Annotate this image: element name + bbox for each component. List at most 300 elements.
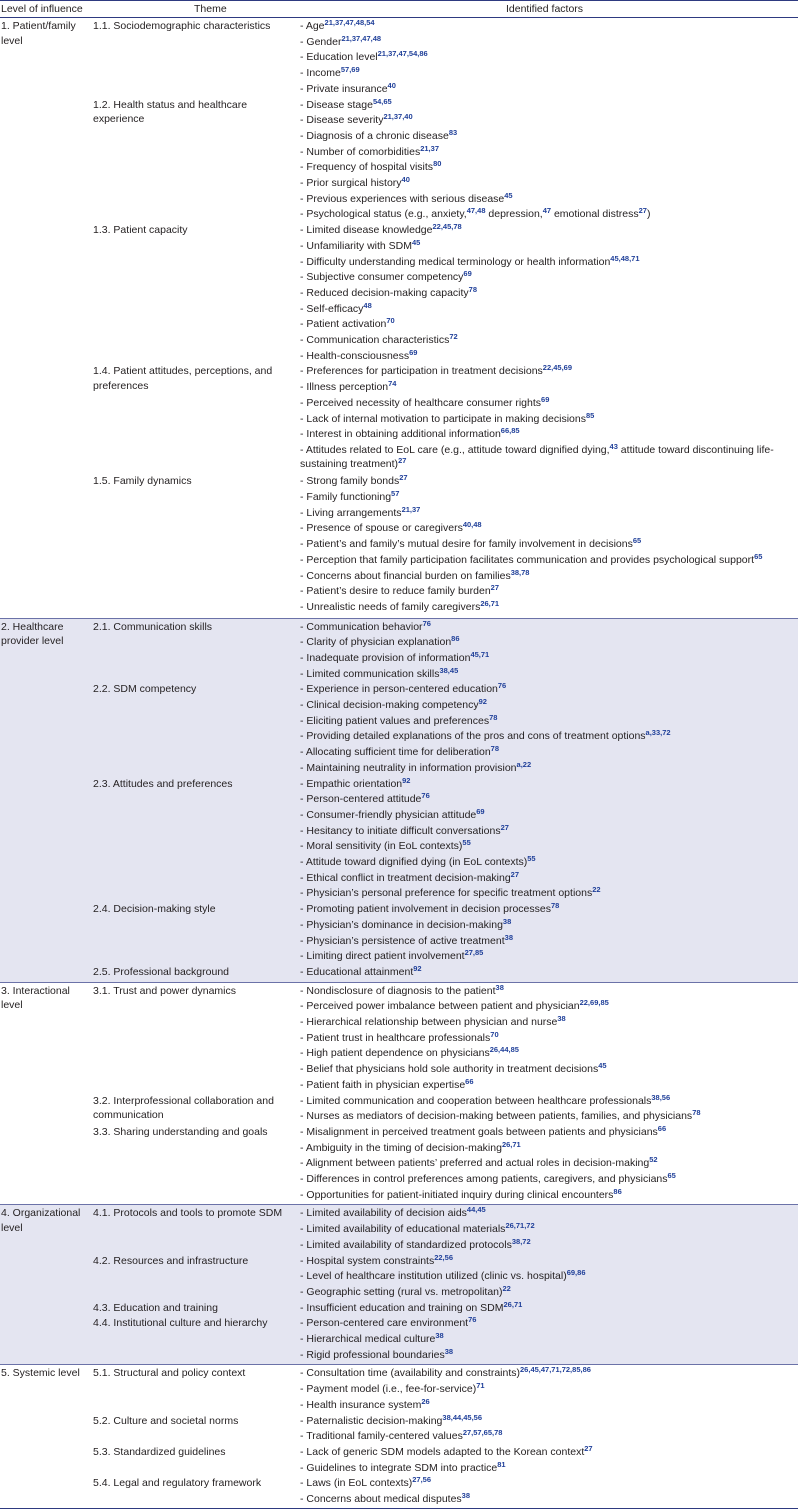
- factor-text: - Subjective consumer competency: [300, 271, 464, 284]
- factor-text: - Living arrangements: [300, 506, 402, 519]
- factor-item: [300, 207, 796, 222]
- factor-text: - Clarity of physician explanation: [300, 636, 452, 649]
- factor-reference: 22,56: [434, 1252, 453, 1262]
- factor-item: [300, 824, 796, 839]
- theme-label: 2.1. Communication skills: [93, 620, 213, 633]
- theme-label: 4.2. Resources and infrastructure: [93, 1254, 249, 1267]
- factor-item: [300, 176, 796, 191]
- level-label: 2. Healthcare provider level: [1, 620, 64, 648]
- factor-text: - Hierarchical relationship between physician and nurse: [300, 1016, 558, 1029]
- factor-reference: 48: [363, 300, 372, 310]
- factor-reference: 38: [461, 1491, 471, 1501]
- factor-text: - Frequency of hospital visits: [300, 161, 434, 174]
- factor-reference: 21,37: [420, 143, 439, 153]
- factor-item: [300, 984, 796, 999]
- factor-text: - Health insurance system: [300, 1398, 422, 1411]
- factor-item: [300, 1332, 796, 1347]
- factor-reference: 69,86: [566, 1268, 586, 1278]
- factor-reference: 69: [463, 269, 472, 279]
- factor-text: - Private insurance: [300, 82, 388, 95]
- factor-item: [300, 1285, 796, 1300]
- factor-text: - Difficulty understanding medical terminology or health information: [300, 255, 611, 268]
- factor-text: - Prior surgical history: [300, 177, 402, 189]
- factor-text: - Geographic setting (rural vs. metropolitan): [300, 1285, 503, 1298]
- factor-text: - Limited disease knowledge: [300, 224, 433, 237]
- factor-text: - Physician’s dominance in decision-making: [300, 918, 503, 931]
- factor-item: [300, 1348, 796, 1363]
- factor-reference: 55: [527, 854, 536, 864]
- factor-item: [300, 682, 796, 697]
- factor-reference: 38,78: [510, 567, 530, 577]
- factor-item: [300, 698, 796, 713]
- factor-item: [300, 364, 796, 379]
- factor-item: [300, 1492, 796, 1507]
- factor-reference: 38: [495, 982, 504, 992]
- factor-text: - Belief that physicians hold sole authority in treatment decisions: [300, 1063, 599, 1076]
- factor-text: - Illness perception: [300, 381, 389, 394]
- factor-text: - Psychological status (e.g., anxiety,: [300, 208, 467, 221]
- factor-text: - Limited availability of standardized protocols: [300, 1238, 512, 1251]
- factor-item: [300, 98, 796, 113]
- factor-reference: 65: [754, 551, 763, 561]
- factor-reference: 45: [412, 237, 421, 247]
- factor-reference: 78: [468, 284, 478, 294]
- factor-text: - Person-centered care environment: [300, 1317, 469, 1330]
- factor-reference: 74: [388, 379, 397, 389]
- factor-text: - Limiting direct patient involvement: [300, 950, 465, 963]
- factor-item: [300, 965, 796, 980]
- factor-text: - Perception that family participation facilitates communication and provides psychological support: [300, 553, 755, 566]
- factor-item: [300, 1031, 796, 1046]
- factor-text: - Lack of generic SDM models adapted to the Korean context: [300, 1445, 585, 1458]
- factor-item: [300, 490, 796, 505]
- factor-text: - Patient activation: [300, 318, 387, 331]
- factor-reference: 83: [448, 127, 458, 137]
- factor-text: ): [646, 208, 651, 221]
- factor-text: - Hesitancy to initiate difficult conversations: [300, 824, 501, 837]
- factor-reference: 27: [398, 456, 407, 466]
- factor-item: [300, 1094, 796, 1109]
- factor-text: - Physician’s personal preference for specific treatment options: [300, 887, 593, 900]
- factor-reference: 26,71: [503, 1299, 523, 1309]
- factor-reference: 38: [502, 916, 512, 926]
- factor-item: [300, 443, 796, 472]
- theme-label: 2.2. SDM competency: [93, 683, 197, 696]
- factor-item: [300, 1046, 796, 1061]
- factor-item: [300, 1254, 796, 1269]
- factor-reference: 27: [490, 583, 499, 593]
- factor-item: [300, 192, 796, 207]
- factor-reference: 38: [444, 1346, 454, 1356]
- factor-item: [300, 1222, 796, 1237]
- factor-reference: 40,48: [462, 520, 482, 530]
- factor-text: - Limited availability of decision aids: [300, 1207, 467, 1220]
- factor-reference: 76: [421, 791, 430, 801]
- factor-reference: 70: [490, 1029, 499, 1039]
- factor-text: - Empathic orientation: [300, 777, 403, 790]
- factor-text: - Person-centered attitude: [300, 793, 422, 806]
- factor-reference: 85: [585, 410, 595, 420]
- factor-item: [300, 66, 796, 81]
- factor-text: - Unrealistic needs of family caregivers: [300, 600, 481, 613]
- factor-text: - Consumer-friendly physician attitude: [300, 808, 477, 821]
- factor-reference: 55: [462, 838, 471, 848]
- factor-text: - Interest in obtaining additional information: [300, 428, 501, 441]
- factor-text: - Misalignment in perceived treatment goals between patients and physicians: [300, 1125, 658, 1138]
- factor-item: [300, 145, 796, 160]
- factor-reference: 92: [413, 963, 422, 973]
- factor-reference: 38,72: [511, 1236, 531, 1246]
- factor-text: - Perceived power imbalance between patient and physician: [300, 1000, 580, 1013]
- factor-reference: 44,45: [466, 1205, 486, 1215]
- table-body: [0, 18, 798, 1509]
- factor-reference: 21,37: [401, 504, 421, 514]
- factor-text: - Ethical conflict in treatment decision-making: [300, 871, 511, 884]
- factor-text: - Education level: [300, 51, 378, 64]
- factor-text: - Attitude toward dignified dying (in EoL contexts): [300, 856, 528, 869]
- factor-text: - Guidelines to integrate SDM into practice: [300, 1461, 498, 1474]
- factor-item: [300, 223, 796, 238]
- factor-reference: 27,57,65,78: [462, 1428, 503, 1438]
- factor-reference: 78: [550, 901, 560, 911]
- factor-item: [300, 1078, 796, 1093]
- factor-reference: 45,48,71: [610, 253, 640, 263]
- factor-reference: 92: [478, 697, 487, 707]
- factor-text: - Communication behavior: [300, 620, 423, 633]
- factor-text: - Limited communication and cooperation between healthcare professionals: [300, 1094, 652, 1107]
- factor-reference: 66: [657, 1123, 667, 1133]
- factor-item: [300, 349, 796, 364]
- factor-text: - Income: [300, 67, 341, 80]
- theme-label: 2.4. Decision-making style: [93, 903, 216, 916]
- level-block-3: [0, 982, 798, 1205]
- factor-text: - Clinical decision-making competency: [300, 699, 479, 712]
- theme-label: 3.2. Interprofessional collaboration and communication: [93, 1094, 274, 1122]
- factor-text: - Payment model (i.e., fee-for-service): [300, 1383, 477, 1396]
- theme-label: 1.3. Patient capacity: [93, 224, 188, 237]
- factor-item: [300, 792, 796, 807]
- factor-text: - Laws (in EoL contexts): [300, 1477, 413, 1490]
- theme-label: 1.2. Health status and healthcare experience: [93, 98, 248, 125]
- factor-reference: 45: [598, 1061, 607, 1071]
- header-level: Level of influence: [1, 3, 83, 15]
- factor-text: - Eliciting patient values and preferences: [300, 714, 490, 727]
- factor-reference: a,22: [516, 759, 532, 769]
- factor-text: - Communication characteristics: [300, 334, 450, 346]
- factor-reference: 22,45,78: [432, 222, 462, 232]
- factor-item: [300, 1109, 796, 1124]
- level-label: 5. Systemic level: [1, 1367, 80, 1380]
- factor-reference: 38,44,45,56: [442, 1412, 483, 1422]
- factor-item: [300, 918, 796, 933]
- factor-item: [300, 239, 796, 254]
- factor-reference: 47: [542, 206, 552, 216]
- factor-text: - Limited availability of educational materials: [300, 1223, 506, 1236]
- factor-text: - Experience in person-centered education: [300, 683, 498, 696]
- factor-reference: 40: [387, 80, 396, 90]
- factor-item: [300, 584, 796, 599]
- factor-reference: 72: [449, 332, 458, 341]
- factor-item: [300, 380, 796, 395]
- factor-item: [300, 1366, 796, 1381]
- factor-text: - Nondisclosure of diagnosis to the patient: [300, 984, 496, 997]
- factor-item: [300, 839, 796, 854]
- factor-text: - Level of healthcare institution utilized (clinic vs. hospital): [300, 1270, 567, 1283]
- factor-text: - Reduced decision-making capacity: [300, 286, 469, 299]
- factor-reference: 69: [409, 347, 418, 357]
- factor-reference: 69: [541, 394, 550, 404]
- factor-reference: 81: [497, 1459, 506, 1469]
- factor-text: - Insufficient education and training on SDM: [300, 1301, 504, 1314]
- factor-item: [300, 113, 796, 128]
- level-label: 3. Interactional level: [1, 984, 70, 1012]
- factor-text: - Providing detailed explanations of the pros and cons of treatment options: [300, 730, 646, 743]
- factor-text: - Consultation time (availability and constraints): [300, 1367, 521, 1380]
- factor-text: - Diagnosis of a chronic disease: [300, 129, 449, 142]
- factor-reference: 27: [510, 869, 520, 879]
- factor-text: - Perceived necessity of healthcare consumer rights: [300, 396, 542, 409]
- factor-item: [300, 1062, 796, 1077]
- factor-text: emotional distress: [551, 208, 639, 221]
- factor-text: - Disease severity: [300, 114, 384, 127]
- factor-item: [300, 1429, 796, 1444]
- factor-reference: 86: [613, 1186, 622, 1196]
- factor-reference: 54,65: [372, 96, 392, 106]
- factor-item: [300, 1476, 796, 1491]
- factor-item: [300, 1301, 796, 1316]
- factor-text: - Concerns about financial burden on families: [300, 569, 511, 582]
- header-factors: Identified factors: [506, 3, 584, 15]
- factor-item: [300, 651, 796, 666]
- theme-label: 5.2. Culture and societal norms: [93, 1414, 239, 1427]
- factor-reference: 26,71,72: [505, 1221, 535, 1231]
- factor-text: - Moral sensitivity (in EoL contexts): [300, 840, 463, 853]
- factor-item: [300, 1398, 796, 1413]
- factor-item: [300, 129, 796, 144]
- factor-reference: 57,69: [340, 65, 360, 75]
- factor-text: attitude toward discontinuing life-sustaining treatment): [300, 443, 774, 471]
- factor-item: [300, 999, 796, 1014]
- factor-reference: 66,85: [500, 426, 520, 436]
- factor-reference: 38: [435, 1331, 444, 1341]
- factor-text: - Differences in control preferences among patients, caregivers, and physicians: [300, 1173, 668, 1186]
- factor-item: [300, 1206, 796, 1221]
- level-label: 1. Patient/family level: [1, 20, 76, 47]
- factor-text: - Patient faith in physician expertise: [300, 1078, 466, 1091]
- factor-reference: 27,85: [464, 948, 484, 958]
- factor-item: [300, 1156, 796, 1171]
- factor-reference: 26,44,85: [489, 1045, 519, 1055]
- theme-label: 4.4. Institutional culture and hierarchy: [93, 1317, 268, 1330]
- factor-item: [300, 1461, 796, 1476]
- theme-label: 4.3. Education and training: [93, 1301, 218, 1314]
- factor-item: [300, 50, 796, 65]
- factor-text: - Alignment between patients’ preferred and actual roles in decision-making: [300, 1157, 650, 1170]
- factor-item: [300, 521, 796, 536]
- theme-label: 5.1. Structural and policy context: [93, 1367, 246, 1380]
- factor-text: - Opportunities for patient-initiated inquiry during clinical encounters: [300, 1188, 614, 1201]
- factor-item: [300, 427, 796, 442]
- factor-text: - Allocating sufficient time for deliberation: [300, 746, 491, 759]
- factor-text: - Limited communication skills: [300, 667, 440, 680]
- factor-text: - Strong family bonds: [300, 475, 400, 488]
- factor-text: - Traditional family-centered values: [300, 1430, 463, 1443]
- theme-label: 4.1. Protocols and tools to promote SDM: [93, 1207, 283, 1220]
- factor-item: [300, 902, 796, 917]
- factor-text: - Inadequate provision of information: [300, 651, 471, 664]
- factor-reference: 38,45: [439, 665, 459, 675]
- factor-reference: 40: [401, 175, 410, 184]
- factor-item: [300, 871, 796, 886]
- factor-item: [300, 19, 796, 34]
- factor-text: - Patient’s and family’s mutual desire for family involvement in decisions: [300, 538, 633, 551]
- factor-item: [300, 412, 796, 427]
- factor-reference: 22,69,85: [579, 998, 609, 1008]
- factor-item: [300, 1382, 796, 1397]
- level-block-2: [0, 618, 798, 982]
- factor-item: [300, 506, 796, 521]
- factor-item: [300, 396, 796, 411]
- factor-item: [300, 553, 796, 568]
- factor-reference: 47,48: [466, 206, 486, 216]
- level-block-1: [0, 18, 798, 618]
- factor-text: - Disease stage: [300, 98, 373, 111]
- factor-reference: 21,37,40: [383, 112, 413, 122]
- factor-text: - Lack of internal motivation to participate in making decisions: [300, 412, 586, 425]
- factor-text: - Unfamiliarity with SDM: [300, 239, 413, 252]
- factor-item: [300, 729, 796, 744]
- factor-reference: 38: [557, 1014, 566, 1024]
- factor-item: [300, 317, 796, 332]
- theme-label: 3.1. Trust and power dynamics: [93, 984, 236, 997]
- factor-text: - Attitudes related to EoL care (e.g., attitude toward dignified dying,: [300, 443, 610, 456]
- factor-text: - Maintaining neutrality in information provision: [300, 761, 517, 774]
- factor-item: [300, 949, 796, 964]
- factor-reference: 21,37,47,54,86: [377, 49, 428, 59]
- factor-item: [300, 934, 796, 949]
- factor-reference: 80: [433, 159, 442, 169]
- factor-text: - Rigid professional boundaries: [300, 1348, 445, 1361]
- factor-reference: 45: [504, 190, 513, 200]
- factor-text: - Ambiguity in the timing of decision-making: [300, 1141, 502, 1154]
- factor-item: [300, 1269, 796, 1284]
- factor-item: [300, 286, 796, 301]
- factor-reference: 76: [468, 1315, 477, 1325]
- factor-text: - Paternalistic decision-making: [300, 1414, 443, 1427]
- factor-reference: 27: [584, 1443, 593, 1453]
- theme-label: 5.3. Standardized guidelines: [93, 1445, 226, 1458]
- factor-item: [300, 1141, 796, 1156]
- table-header: [0, 0, 798, 18]
- factor-text: - Preferences for participation in treatment decisions: [300, 365, 543, 378]
- theme-label: 2.5. Professional background: [93, 965, 230, 978]
- factor-reference: 66: [465, 1076, 474, 1086]
- factor-item: [300, 777, 796, 792]
- factor-reference: a,33,72: [645, 728, 671, 738]
- factor-reference: 21,37,47,48,54: [324, 18, 375, 27]
- factor-reference: 26: [421, 1396, 430, 1406]
- factor-item: [300, 302, 796, 317]
- factor-reference: 22,45,69: [542, 363, 572, 373]
- theme-label: 5.4. Legal and regulatory framework: [93, 1477, 262, 1490]
- factor-reference: 78: [489, 712, 498, 722]
- factor-item: [300, 1125, 796, 1140]
- factor-item: [300, 537, 796, 552]
- theme-label: 1.1. Sociodemographic characteristics: [93, 20, 271, 32]
- factor-text: - Concerns about medical disputes: [300, 1493, 462, 1506]
- factor-text: - Physician’s persistence of active treatment: [300, 934, 505, 947]
- factor-reference: 71: [476, 1381, 485, 1391]
- header-theme: Theme: [194, 3, 227, 15]
- factor-item: [300, 474, 796, 489]
- factor-item: [300, 35, 796, 50]
- factor-text: - Patient’s desire to reduce family burden: [300, 585, 491, 598]
- factor-reference: 70: [386, 316, 395, 326]
- factor-item: [300, 255, 796, 270]
- factor-item: [300, 569, 796, 584]
- factor-reference: 27: [500, 822, 509, 832]
- factor-reference: 86: [451, 634, 460, 644]
- factor-reference: 65: [667, 1171, 676, 1181]
- theme-label: 3.3. Sharing understanding and goals: [93, 1125, 268, 1138]
- factor-reference: 27,56: [412, 1475, 432, 1485]
- factor-text: - Promoting patient involvement in decision processes: [300, 903, 551, 916]
- factor-reference: 76: [422, 618, 431, 628]
- factor-item: [300, 808, 796, 823]
- factor-text: - Health-consciousness: [300, 349, 410, 362]
- factor-item: [300, 600, 796, 615]
- factor-item: [300, 1172, 796, 1187]
- factor-item: [300, 620, 796, 635]
- level-label: 4. Organizational level: [1, 1207, 81, 1234]
- factor-text: - Previous experiences with serious disease: [300, 192, 505, 205]
- factor-reference: 78: [490, 744, 499, 754]
- factor-reference: 38,56: [651, 1092, 671, 1102]
- factor-reference: 57: [391, 489, 400, 498]
- factor-text: - Presence of spouse or caregivers: [300, 522, 463, 535]
- factor-text: - Gender: [300, 35, 342, 48]
- factor-item: [300, 82, 796, 97]
- factor-reference: 76: [497, 681, 507, 691]
- factor-item: [300, 1188, 796, 1203]
- factor-text: - High patient dependence on physicians: [300, 1047, 490, 1060]
- factor-reference: 21,37,47,48: [341, 33, 382, 43]
- factor-reference: 43: [609, 441, 618, 451]
- factor-reference: 65: [632, 536, 642, 546]
- factor-reference: 52: [649, 1155, 658, 1165]
- factor-reference: 22: [502, 1283, 511, 1293]
- factor-text: - Age: [300, 20, 325, 32]
- factor-item: [300, 333, 796, 348]
- factor-reference: 26,45,47,71,72,85,86: [520, 1365, 591, 1375]
- factor-reference: 26,71: [480, 598, 500, 608]
- factor-reference: 27: [399, 473, 408, 483]
- level-block-5: [0, 1364, 798, 1508]
- factor-item: [300, 1414, 796, 1429]
- level-block-4: [0, 1204, 798, 1364]
- factor-reference: 92: [402, 775, 411, 785]
- factor-item: [300, 886, 796, 901]
- factor-item: [300, 1015, 796, 1030]
- theme-label: 1.4. Patient attitudes, perceptions, and preferences: [93, 365, 273, 392]
- factor-text: - Hospital system constraints: [300, 1254, 435, 1267]
- theme-label: 1.5. Family dynamics: [93, 475, 192, 488]
- factor-text: - Family functioning: [300, 491, 392, 503]
- factor-reference: 26,71: [501, 1139, 521, 1149]
- factor-item: [300, 1238, 796, 1253]
- factor-text: - Self-efficacy: [300, 302, 364, 315]
- factor-item: [300, 1316, 796, 1331]
